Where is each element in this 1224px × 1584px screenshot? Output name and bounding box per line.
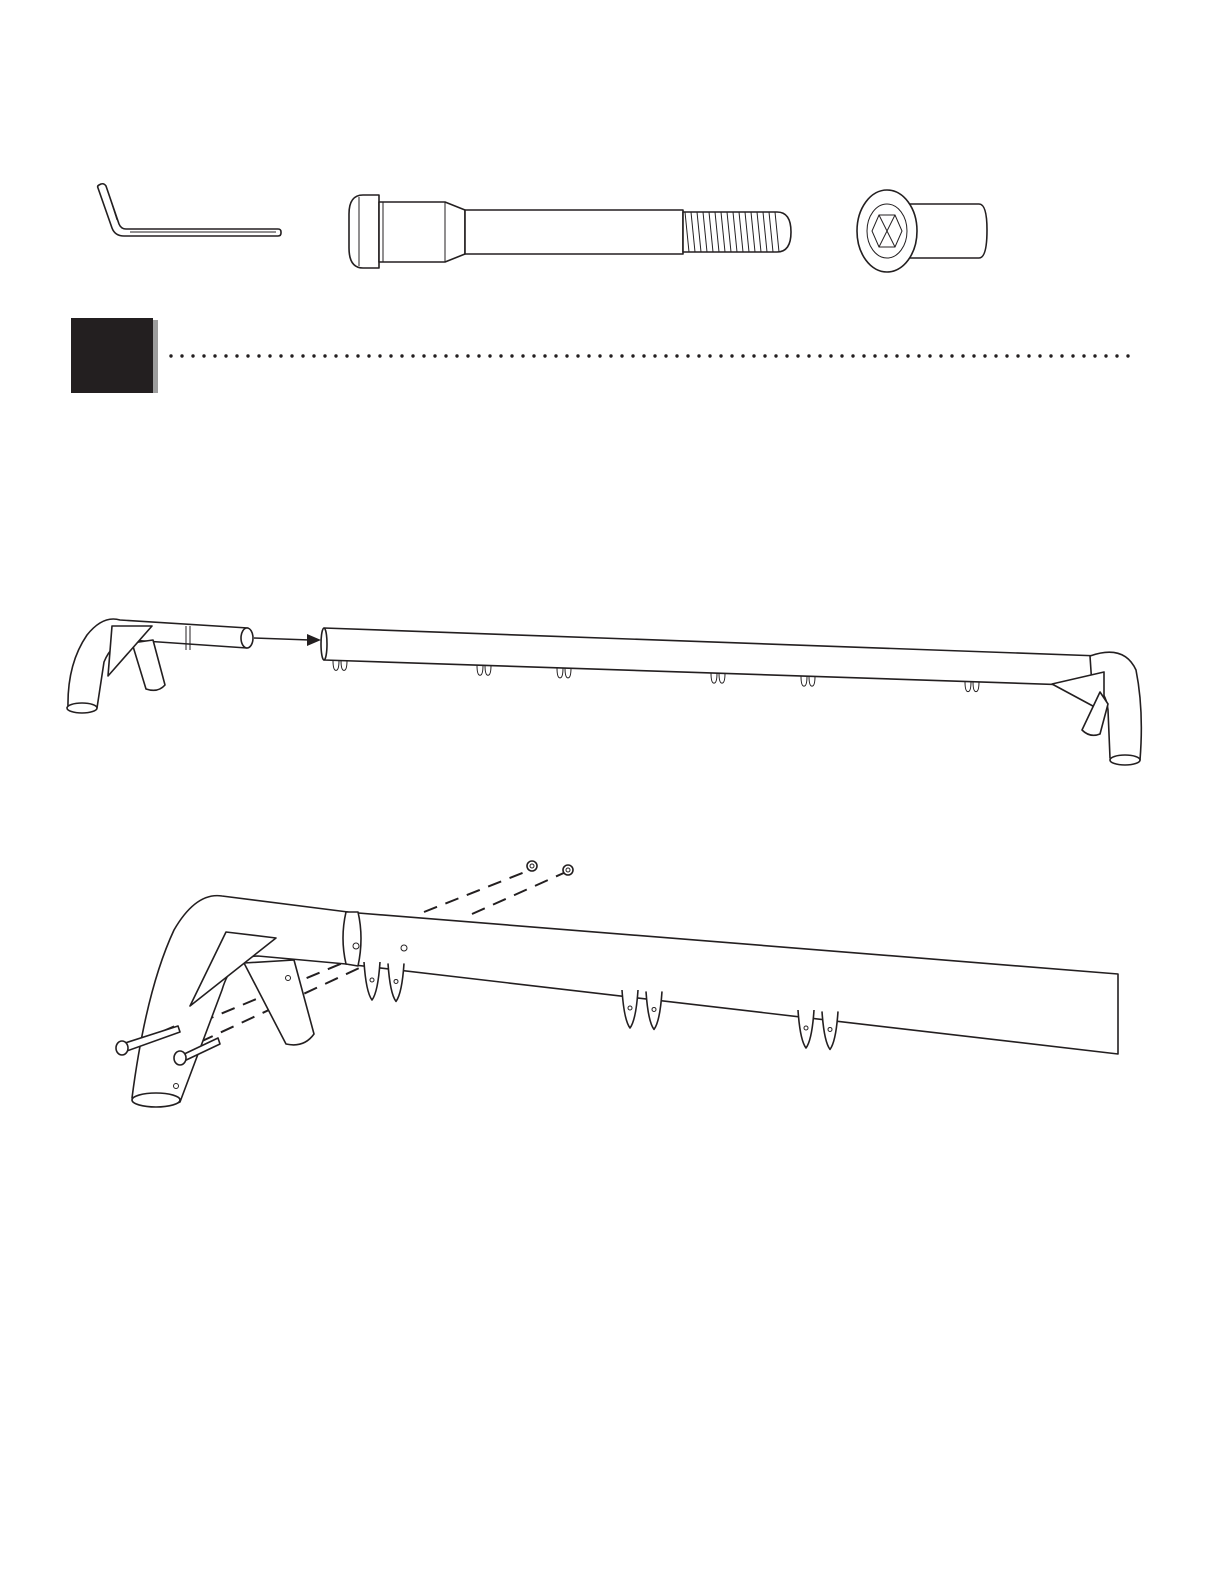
detail-rail-tab: [646, 991, 662, 1029]
divider-dot: [543, 354, 546, 357]
corner-tube: [132, 896, 348, 1107]
divider-dot: [873, 354, 876, 357]
divider-dot: [598, 354, 601, 357]
divider-dot: [466, 354, 469, 357]
rail-tab: [973, 682, 979, 692]
divider-dot: [576, 354, 579, 357]
rail-tab: [477, 665, 483, 675]
divider-dot: [807, 354, 810, 357]
rail-tab: [965, 682, 971, 692]
divider-dot: [356, 354, 359, 357]
detail-rail-tab: [822, 1011, 838, 1049]
divider-dot: [1104, 354, 1107, 357]
divider-dot: [653, 354, 656, 357]
divider-dot: [345, 354, 348, 357]
divider-dot: [774, 354, 777, 357]
divider-dot: [631, 354, 634, 357]
divider-dot: [609, 354, 612, 357]
detail-diagram: [0, 850, 1224, 1120]
detail-rail-tab: [364, 962, 380, 1000]
divider-dot: [928, 354, 931, 357]
divider-dot: [367, 354, 370, 357]
divider-dot: [994, 354, 997, 357]
divider-dot: [1038, 354, 1041, 357]
divider-dot: [1126, 354, 1129, 357]
divider-dot: [169, 354, 172, 357]
divider-dot: [620, 354, 623, 357]
detail-rail-tab: [388, 963, 404, 1001]
divider-dot: [851, 354, 854, 357]
rail-tab: [565, 668, 571, 678]
detail-nut-2: [563, 865, 573, 875]
divider-dot: [686, 354, 689, 357]
divider-dot: [477, 354, 480, 357]
divider-dot: [1027, 354, 1030, 357]
divider-dot: [862, 354, 865, 357]
divider-dot: [741, 354, 744, 357]
divider-dot: [829, 354, 832, 357]
divider-dot: [1005, 354, 1008, 357]
divider-dot: [521, 354, 524, 357]
divider-dot: [455, 354, 458, 357]
divider-dot: [389, 354, 392, 357]
rail-tab: [557, 668, 563, 678]
divider-dot: [411, 354, 414, 357]
divider-dot: [378, 354, 381, 357]
step-number: [71, 318, 153, 393]
divider-dot: [268, 354, 271, 357]
divider-dot: [312, 354, 315, 357]
divider-dot: [906, 354, 909, 357]
divider-dot: [400, 354, 403, 357]
divider-dot: [499, 354, 502, 357]
divider-dot: [565, 354, 568, 357]
divider-dot: [202, 354, 205, 357]
rail-tab: [341, 660, 347, 670]
divider-dot: [246, 354, 249, 357]
overview-diagram: [0, 600, 1224, 780]
detail-rail: [343, 912, 1118, 1054]
divider-dot: [763, 354, 766, 357]
divider-dot: [1115, 354, 1118, 357]
divider-dot: [587, 354, 590, 357]
divider-dot: [334, 354, 337, 357]
detail-rail-tab: [622, 990, 638, 1028]
divider-dot: [664, 354, 667, 357]
left-end-frame: [67, 619, 253, 713]
divider-dot: [422, 354, 425, 357]
divider-dot: [840, 354, 843, 357]
divider-dot: [290, 354, 293, 357]
divider-dot: [510, 354, 513, 357]
divider-dot: [917, 354, 920, 357]
divider-dot: [323, 354, 326, 357]
divider-dot: [532, 354, 535, 357]
divider-dot: [224, 354, 227, 357]
divider-dot: [213, 354, 216, 357]
rail-tab: [485, 665, 491, 675]
divider-dot: [796, 354, 799, 357]
divider-dot: [785, 354, 788, 357]
rail-tab: [711, 673, 717, 683]
top-rail: [321, 628, 1100, 692]
divider-dot: [719, 354, 722, 357]
step-badge-shadow: [153, 320, 158, 393]
divider-dot: [1093, 354, 1096, 357]
allen-wrench-icon: [90, 180, 290, 250]
divider-dot: [642, 354, 645, 357]
divider-dot: [279, 354, 282, 357]
divider-dot: [180, 354, 183, 357]
divider-dot: [554, 354, 557, 357]
divider-dot: [708, 354, 711, 357]
divider-dot: [1049, 354, 1052, 357]
divider-dot: [433, 354, 436, 357]
divider-dot: [1082, 354, 1085, 357]
divider-dot: [961, 354, 964, 357]
rail-tab: [809, 676, 815, 686]
insertion-arrow: [254, 634, 321, 646]
divider-dot: [972, 354, 975, 357]
detail-nut-1: [527, 861, 537, 871]
hardware-row: [0, 0, 1224, 300]
divider-dot: [983, 354, 986, 357]
divider-dot: [950, 354, 953, 357]
divider-dot: [939, 354, 942, 357]
divider-dot: [235, 354, 238, 357]
divider-dot: [444, 354, 447, 357]
divider-dot: [818, 354, 821, 357]
rail-tab: [333, 660, 339, 670]
divider-dot: [191, 354, 194, 357]
rail-tab: [801, 676, 807, 686]
detail-rail-tab: [798, 1010, 814, 1048]
divider-dot: [488, 354, 491, 357]
step-badge: [71, 318, 154, 393]
divider-dot: [1016, 354, 1019, 357]
divider-dot: [697, 354, 700, 357]
divider-dot: [257, 354, 260, 357]
step-divider: [168, 353, 1134, 359]
rail-tab: [719, 673, 725, 683]
divider-dot: [301, 354, 304, 357]
bolt-icon: [345, 188, 800, 276]
barrel-nut-icon: [855, 186, 995, 276]
divider-dot: [895, 354, 898, 357]
nut-guide-lines: [424, 870, 566, 914]
divider-dot: [1071, 354, 1074, 357]
divider-dot: [730, 354, 733, 357]
divider-dot: [752, 354, 755, 357]
divider-dot: [884, 354, 887, 357]
divider-dot: [1060, 354, 1063, 357]
divider-dot: [675, 354, 678, 357]
